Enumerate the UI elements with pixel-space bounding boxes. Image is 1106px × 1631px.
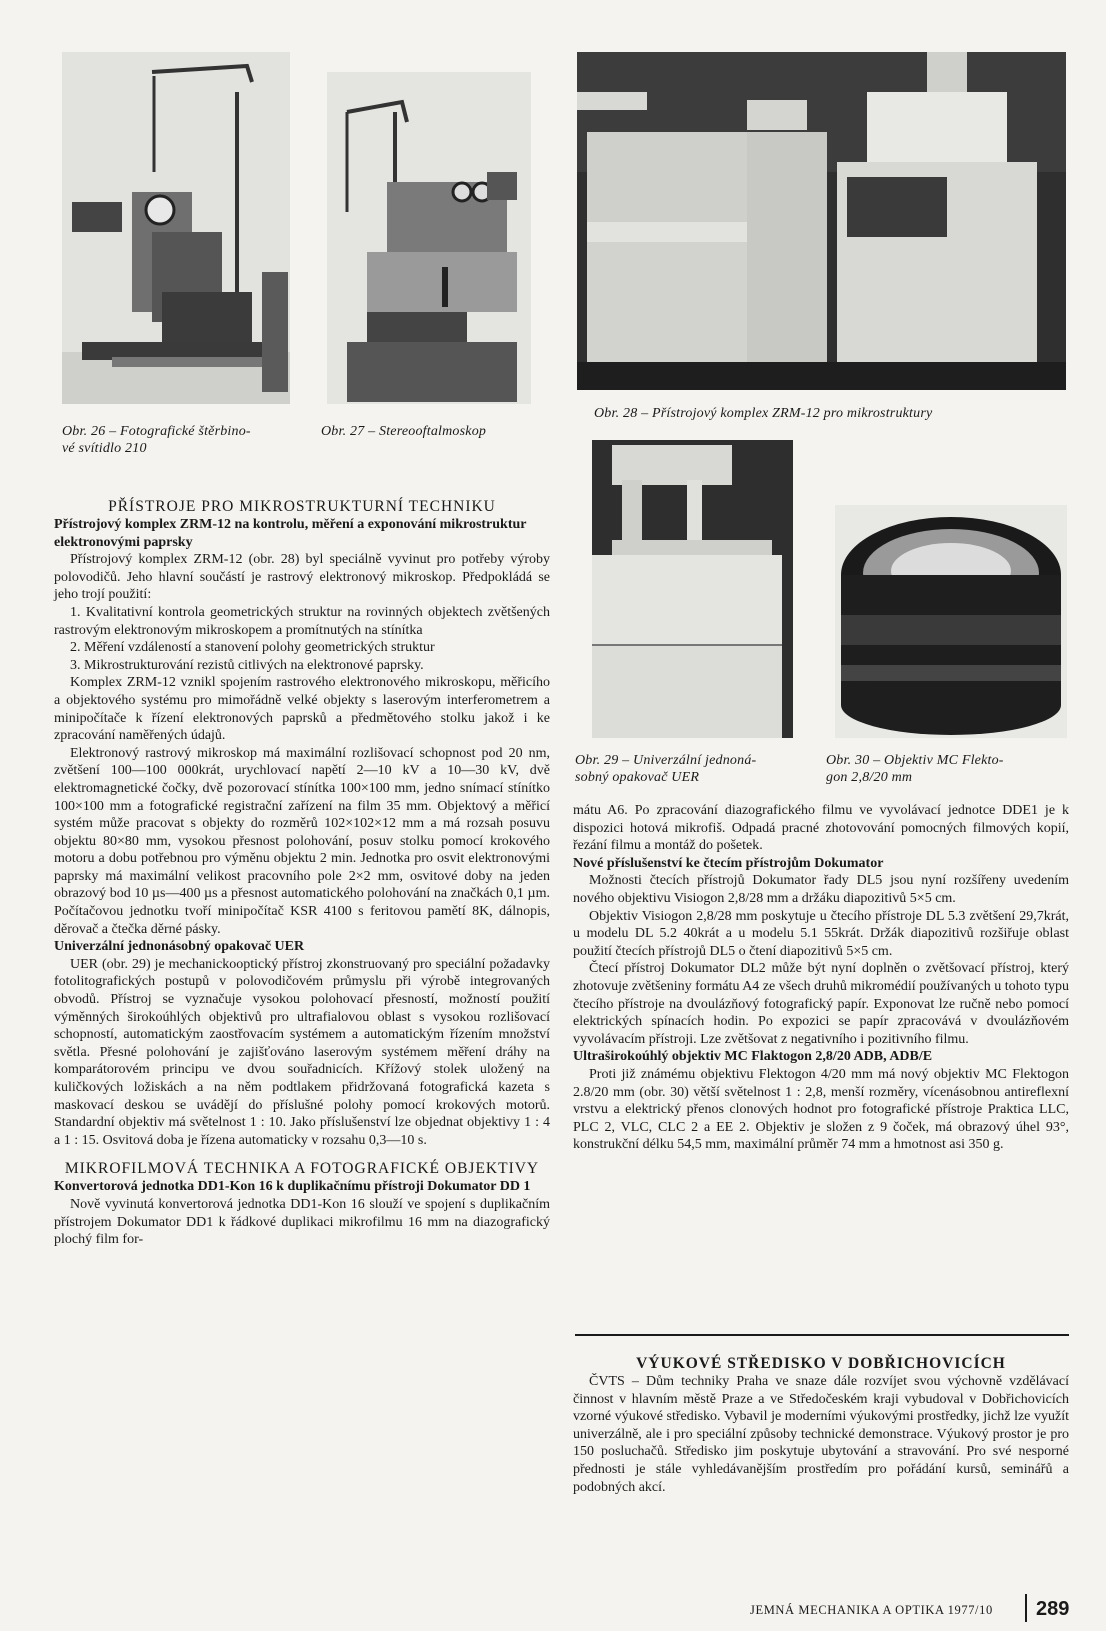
- caption-fig26: Obr. 26 – Fotografické štěrbino- vé svítidlo 210: [62, 424, 251, 456]
- photo-slit-lamp: [62, 52, 290, 404]
- section-title-microfilm: MIKROFILMOVÁ TECHNIKA A FOTOGRAFICKÉ OBJEKTIVY: [64, 1160, 540, 1178]
- paragraph: Čtecí přístroj Dokumator DL2 může být nyní doplněn o zvětšovací přístroj, který zhotovuje zvětšeniny formátu A4 ze všech druhů mikromédií používaných u tohoto typu čtecího přístroje na dvoulázňový fotografický papír. Exponovat lze ručně nebo pomocí elektrických spínacích hodin. Po expozici se papír zpracovává v dvoulázňovém vyvolávacím přístroji. Lze zvětšovat z negativního i pozitivního filmu.: [573, 961, 1069, 1047]
- paragraph: Přístrojový komplex ZRM-12 (obr. 28) byl speciálně vyvinut pro potřeby výroby polovodičů. Jeho hlavní součástí je rastrový elektronový mikroskop. Předpokládá se jeho trojí použití:: [54, 552, 550, 603]
- paragraph: Komplex ZRM-12 vznikl spojením rastrového elektronového mikroskopu, měřicího a objektového systému pro mimořádně velké objekty s laserovým interferometrem a minipočítače k řízení elektronových paprsků a předmětového stolku jakož i ke zpracování naměřených údajů.: [54, 675, 550, 744]
- list-item: 2. Měření vzdáleností a stanovení polohy geometrických struktur: [70, 640, 435, 656]
- subheading-dd1-kon: Konvertorová jednotka DD1-Kon 16 k duplikačnímu přístroji Dokumator DD 1: [54, 1179, 531, 1195]
- paragraph: Proti již známému objektivu Flektogon 4/20 mm má nový objektiv MC Flektogon 2.8/20 mm (obr. 30) větší světelnost 1 : 2,8, menší rozměry, vícenásobnou antireflexní vrstvu a elektrický přenos clonových hodnot pro fotografické přístroje Praktica LLC, PLC 2, VLC, CLC 2 a EE 2. Objektiv je složen z 9 čoček, má obrazový úhel 93°, konstrukční délku 54,5 mm, maximální průměr 74 mm a hmotnost asi 350 g.: [573, 1066, 1069, 1153]
- caption-fig27: Obr. 27 – Stereooftalmoskop: [321, 424, 487, 439]
- right-column-lower: [573, 1354, 1069, 1496]
- left-column: [54, 497, 550, 1249]
- page-number: 289: [1036, 1598, 1070, 1620]
- section-divider: [575, 1334, 1069, 1336]
- paragraph: Nově vyvinutá konvertorová jednotka DD1-Kon 16 slouží ve spojení s duplikačním přístrojem Dokumator DD1 k řádkové duplikaci mikrofilmu 16 mm na diazografický plochý film for-: [54, 1196, 550, 1248]
- list-item: 1. Kvalitativní kontrola geometrických struktur na rovinných objektech zvětšených rastrovým elektronovým mikroskopem a promítnutých na stínítka: [54, 604, 550, 638]
- caption-fig28: Obr. 28 – Přístrojový komplex ZRM-12 pro mikrostruktury: [594, 406, 933, 421]
- paragraph: Elektronový rastrový mikroskop má maximální rozlišovací schopnost pod 20 nm, zvětšení 100—100 000krát, urychlovací napětí 2—10 kV a 10—30 kV, dvě elektromagnetické čočky, dvě pozorovací stínítka 100×100 mm, jedno snímací stínítko 100×100 mm a fotografické registrační zařízení na film 35 mm. Objektový a měřicí systém může pracovat s objekty do rozměrů 102×102×12 mm a má rozsah posuvu objektu 80×80 mm, vysokou přesnost polohování, posuv stolku pomocí krokového motoru a dobu potřebnou pro výměnu objektu 2 min. Jednotka pro osvit elektronovými paprsky má maximální velikost pracovního pole 2×2 mm, osvitové doby na jeden obrazový bod 10 µs—400 µs a přesnost automatického polohování na značkách 0,1 µm. Počítačovou jednotku tvoří minipočítač KSR 4100 s feritovou pamětí 8K, dálnopis, děrovač a čtečka děrné pásky.: [54, 745, 550, 937]
- section-title-dobrichovice: VÝUKOVÉ STŘEDISKO V DOBŘICHOVICÍCH: [636, 1355, 1006, 1372]
- photo-uer-repeater: [592, 440, 793, 738]
- subheading-flektogon: Ultraširokoúhlý objektiv MC Flaktogon 2,8/20 ADB, ADB/E: [573, 1049, 933, 1065]
- journal-footer: JEMNÁ MECHANIKA A OPTIKA 1977/10: [750, 1603, 993, 1617]
- right-column: [573, 802, 1069, 1154]
- subheading-zrm12: Přístrojový komplex ZRM-12 na kontrolu, měření a exponování mikrostruktur elektronovými paprsky: [54, 517, 527, 550]
- subheading-uer: Univerzální jednonásobný opakovač UER: [54, 939, 305, 955]
- paragraph: ČVTS – Dům techniky Praha ve snaze dále rozvíjet svou výchovně vzdělávací činnost v hlavním městě Praze a ve Středočeském kraji vybudoval v Dobřichovicích vzorné výukové středisko. Vybavil je moderními výukovými prostředky, jichž lze využít univerzálně, ale i pro speciální způsoby technické demonstrace. Výukový prostor je pro 150 posluchačů. Středisko jim poskytuje ubytování a stravování. Pro své nesporné přednosti je stále vyhledávanějším prostředím pro pořádání kursů, seminářů a podobných akcí.: [573, 1374, 1069, 1495]
- list-item: 3. Mikrostrukturování rezistů citlivých na elektronové paprsky.: [70, 657, 424, 673]
- paragraph: Objektiv Visiogon 2,8/28 mm poskytuje u čtecího přístroje DL 5.3 zvětšení 29,7krát, u modelu DL 5.2 40krát a u modelu 5.1 55krát. Držák diapozitivů rozšiřuje oblast použití čtecích přístrojů DL5 o čtení diapozitivů 5×5 cm.: [573, 908, 1069, 959]
- footer-divider: [1025, 1594, 1027, 1622]
- section-title-microstructure: PŘÍSTROJE PRO MIKROSTRUKTURNÍ TECHNIKU: [108, 498, 496, 515]
- photo-flektogon-lens: [835, 505, 1067, 738]
- paragraph: mátu A6. Po zpracování diazografického filmu ve vyvolávací jednotce DDE1 je k dispozici hotová mikrofiš. Odpadá pracné zhotovování pomocných filmových kopií, řezání filmu a montáž do pošetek.: [573, 803, 1069, 854]
- photo-zrm12-complex: [577, 52, 1066, 390]
- paragraph: UER (obr. 29) je mechanickooptický přístroj zkonstruovaný pro speciální požadavky fotolitografických postupů v polovodičovém průmyslu při výrobě integrovaných obvodů. Přístroj se vyznačuje vysokou polohovací přesností, možností použití výměnných širokoúhlých objektivů pro ultrafialovou oblast s vysokou rozlišovací schopností, automatickým zaostřovacím systémem a automatickým řízením množství světla. Přesné polohování je zajišťováno laserovým systémem měření dráhy na komparátorovém principu ve dvou souřadnicích. Křížový stolek uložený na kuličkových ložiskách a na něm podtlakem přidržovaná fotografická kazeta s maskovací deskou se uvádějí do příslušné polohy pomocí krokových motorů. Standardní objektiv má světelnost 1 : 10. Jako příslušenství lze objednat objektivy 1 : 4 a 1 : 15. Osvitová doba je řízena automaticky v rozsahu 0,3—10 s.: [54, 956, 550, 1148]
- subheading-dokumator-accessories: Nové příslušenství ke čtecím přístrojům Dokumator: [573, 855, 884, 871]
- paragraph: Možnosti čtecích přístrojů Dokumator řady DL5 jsou nyní rozšířeny uvedením nového objektivu Visiogon 2,8/28 mm a držáku diapozitivů 5×5 cm.: [573, 873, 1069, 906]
- photo-stereoophthalmoscope: [327, 72, 531, 404]
- caption-fig30: Obr. 30 – Objektiv MC Flekto- gon 2,8/20 mm: [826, 753, 1004, 785]
- caption-fig29: Obr. 29 – Univerzální jednoná- sobný opakovač UER: [575, 753, 757, 785]
